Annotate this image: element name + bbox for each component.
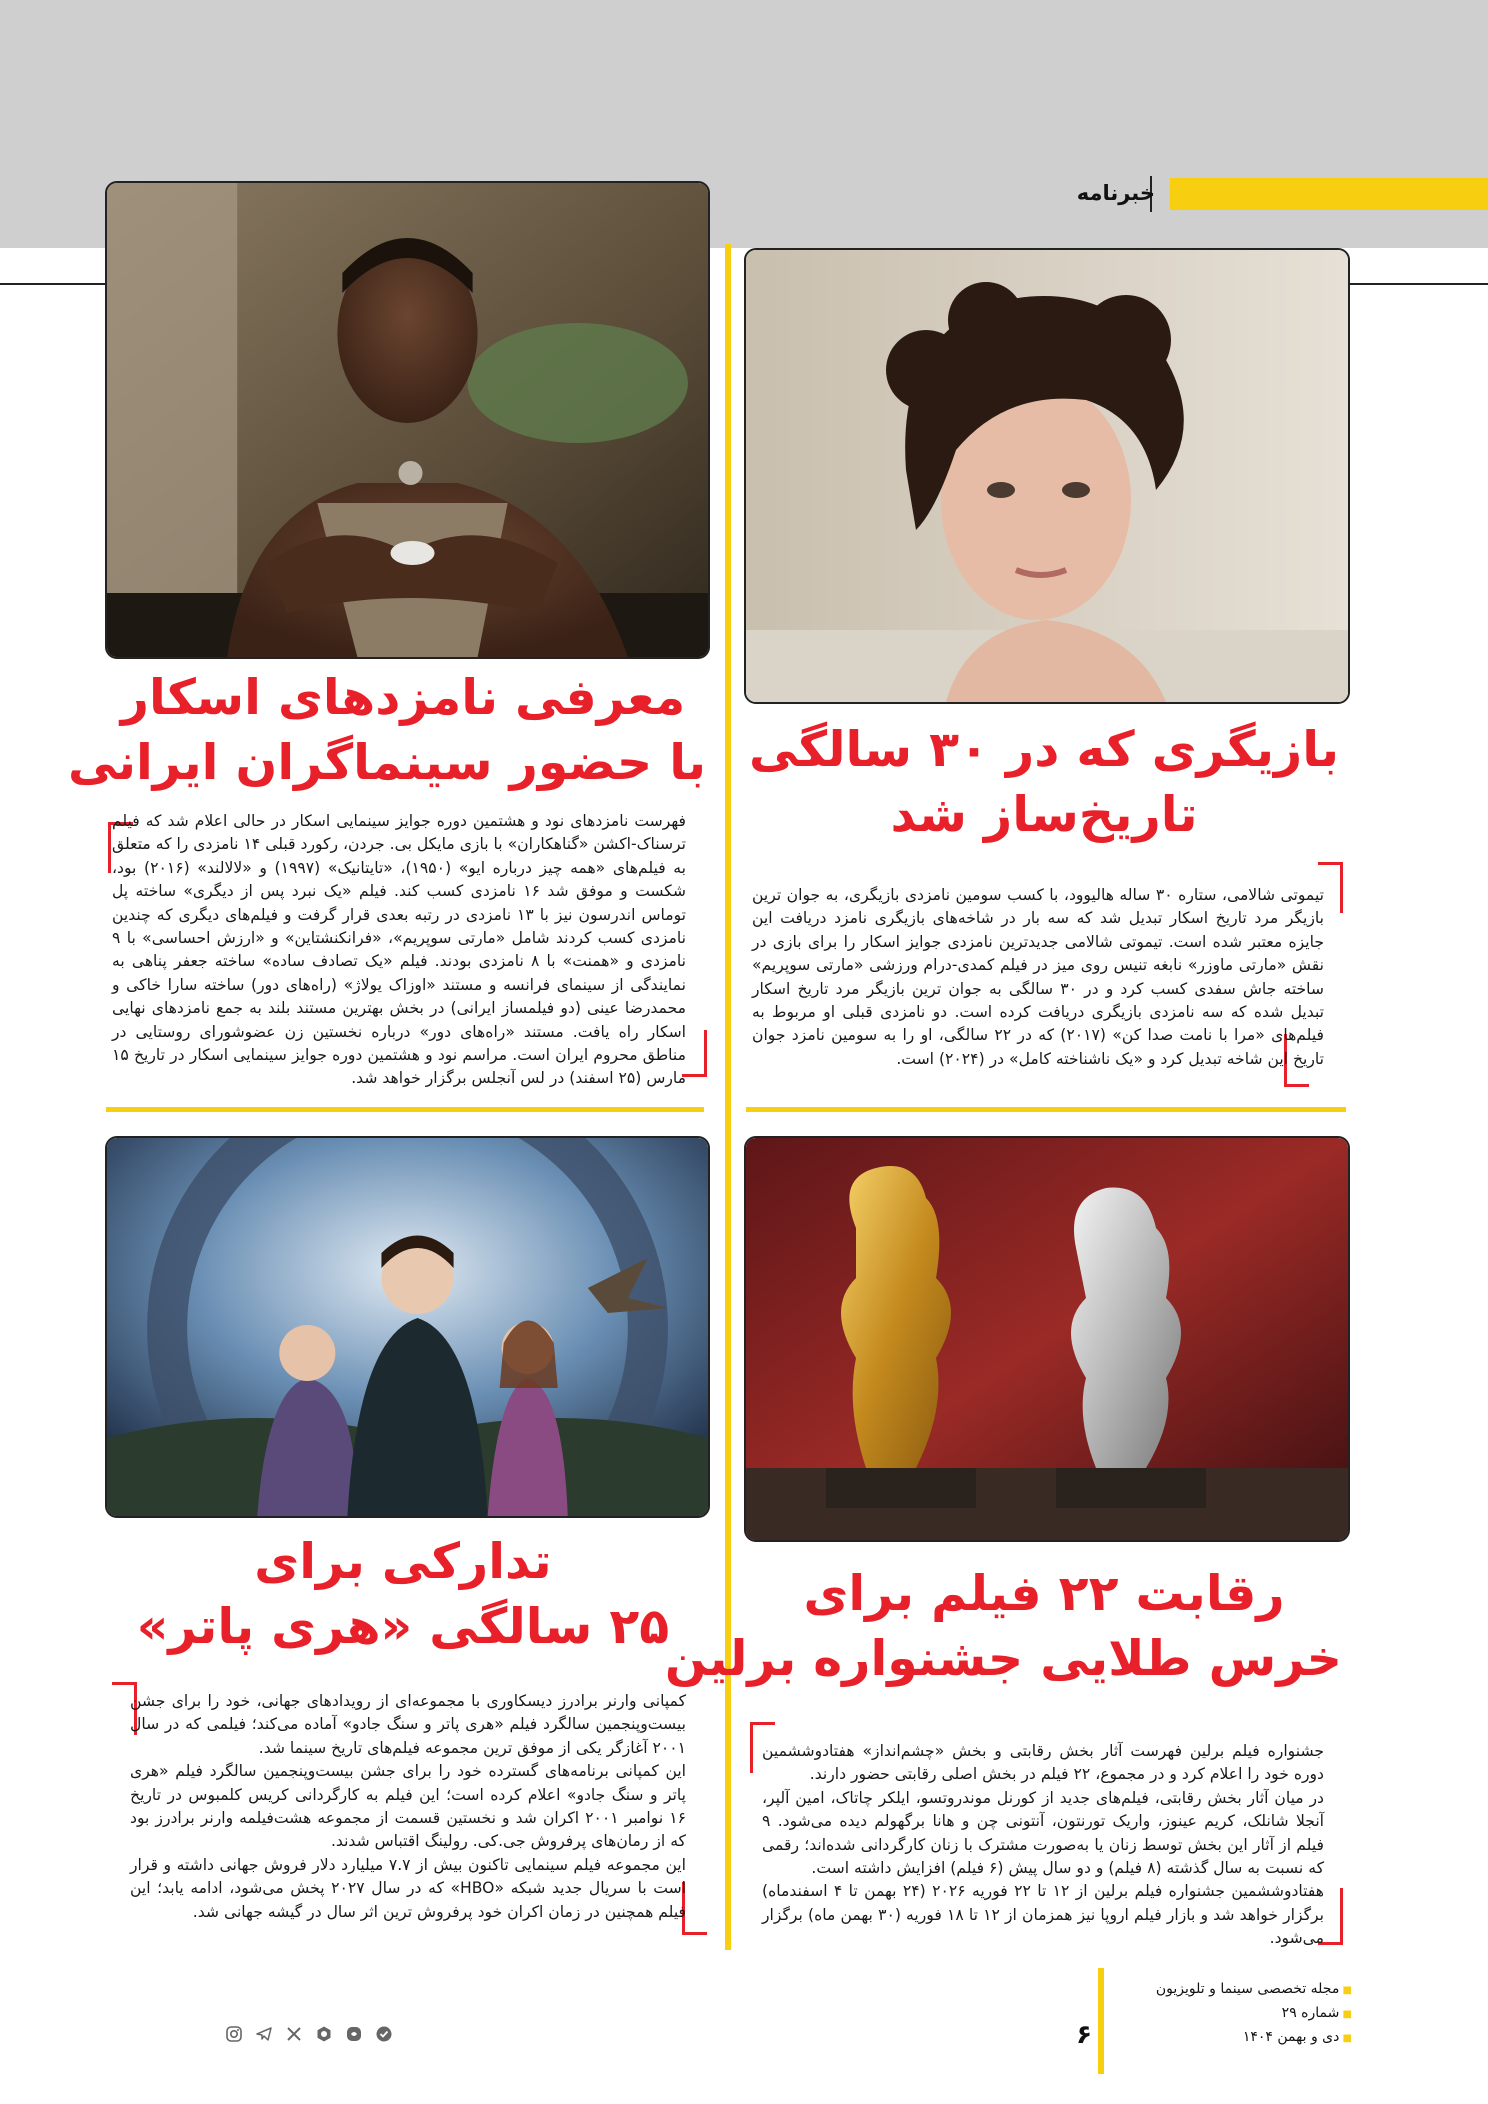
timothee-paragraph: تیموتی شالامی، ستاره ۳۰ ساله هالیوود، با کسب سومین نامزدی بازیگری، به جوان ترین بازیگر مرد تاریخ اسکار تبدیل شد که سه بار در شاخه‌های بازیگری نامزد دریافت این جایزه معتبر شده است. تیموتی شالامی جدیدترین نامزدی جوایز اسکار را برای بازی در نقش «مارتی ماوزر» نابغه تنیس روی میز در فیلم کمدی-درام ورزشی «مارتی سوپریم» ساخته جاش سفدی کسب کرد و در ۳۰ سالگی به جوان ترین بازیگر مرد تاریخ اسکار تبدیل شده که سه نامزدی بازیگری دریافت کرده است. دو نامزدی قبلی او مربوط به فیلم‌های «مرا با نامت صدا کن» (۲۰۱۷) که در ۲۲ سالگی، او را به سومین نامزد جوان تاریخ این شاخه تبدیل کرد و «یک ناشناخته کامل» در (۲۰۲۴) است. <box>752 886 1325 1068</box>
row-divider-right <box>746 1107 1346 1112</box>
oscar-body <box>112 810 686 1091</box>
oscar-headline-line-2: با حضور سینماگران ایرانی <box>68 733 706 791</box>
harry-potter-photo <box>105 1136 710 1518</box>
magazine-info <box>1108 1978 1352 2050</box>
timothee-headline-line-2: تاریخ‌ساز شد <box>890 785 1198 843</box>
berlinale-headline <box>664 1562 1342 1691</box>
berlinale-body <box>762 1740 1324 1951</box>
section-label: خبرنامه <box>1076 181 1155 205</box>
telegram-icon[interactable] <box>252 2022 276 2046</box>
page-number: ۶ <box>1076 2020 1092 2050</box>
harry-potter-headline-line-2: ۲۵ سالگی «هری پاتر» <box>136 1597 670 1655</box>
header-rule-right <box>1350 283 1488 285</box>
berlinale-paragraph-3: هفتادوششمین جشنواره فیلم برلین از ۱۲ تا ۲۲ فوریه ۲۰۲۶ (۲۴ بهمن تا ۴ اسفندماه) برگزار خواهد شد و بازار فیلم اروپا نیز همزمان از ۱۲ تا ۱۸ فوریه (۳۰ بهمن ماه) برگزار می‌شود. <box>762 1882 1324 1948</box>
oscar-headline <box>68 666 706 795</box>
berlinale-photo <box>744 1136 1350 1542</box>
social-icons <box>222 2022 396 2046</box>
harry-potter-paragraph-3: این مجموعه فیلم سینمایی تاکنون بیش از ۷.۷ میلیارد دلار فروش جهانی داشته و قرار است با سریال جدید شبکه «HBO» که در سال ۲۰۲۷ پخش می‌شود، ادامه یابد؛ این فیلم همچنین در زمان اکران خود پرفروش ترین اثر سال در گیشه جهانی شد. <box>130 1855 686 1921</box>
harry-potter-paragraph-2: این کمپانی برنامه‌های گسترده خود را برای جشن بیست‌وپنجمین سالگرد فیلم «هری پاتر و سنگ جادو» اعلام کرده است؛ این فیلم به کارگردانی کریس کلمبوس در تاریخ ۱۶ نوامبر ۲۰۰۱ اکران شد و نخستین قسمت از مجموعه هشت‌فیلمه وارنر برادرز بود که از رمان‌های پرفروش جی.کی. رولینگ اقتباس شدند. <box>130 1762 686 1851</box>
oscar-headline-line-1: معرفی نامزدهای اسکار <box>120 669 686 726</box>
harry-potter-body <box>130 1690 686 1924</box>
timothee-body <box>752 884 1324 1071</box>
hexagon-icon[interactable] <box>312 2022 336 2046</box>
page-number-bar <box>1098 1968 1104 2074</box>
issue-date: ■ دی و بهمن ۱۴۰۴ <box>1108 2026 1352 2050</box>
berlinale-paragraph-1: جشنواره فیلم برلین فهرست آثار بخش رقابتی و بخش «چشم‌انداز» هفتادوششمین دوره خود را اعلام کرد و در مجموع، ۲۲ فیلم در بخش اصلی رقابتی حضور دارند. <box>762 1742 1324 1784</box>
berlinale-paragraph-2: در میان آثار بخش رقابتی، فیلم‌های جدید از کورنل موندروتسو، ایلکر چاتاک، امین آلپر، آنجلا شانلک، کریم عینوز، واریک تورنتون، آنتونی چن و هانا برگهولم دیده می‌شود. ۹ فیلم از آثار این بخش توسط زنان یا به‌صورت مشترک با زنان کارگردانی شده‌اند؛ رقمی که نسبت به سال گذشته (۸ فیلم) و دو سال پیش (۶ فیلم) افزایش داشته است. <box>762 1788 1324 1878</box>
row-divider-left <box>106 1107 704 1112</box>
timothee-headline <box>746 718 1342 847</box>
column-divider <box>725 244 731 1950</box>
berlinale-headline-line-1: رقابت ۲۲ فیلم برای <box>803 1565 1285 1622</box>
header-rule-left <box>0 283 106 285</box>
harry-potter-headline <box>100 1530 706 1659</box>
harry-potter-paragraph-1: کمپانی وارنر برادرز دیسکاوری با مجموعه‌ای از رویدادهای جهانی، خود را برای جشن بیست‌وپنجمین سالگرد فیلم «هری پاتر و سنگ جادو» آماده می‌کند؛ فیلمی که در سال ۲۰۰۱ آغازگر یکی از موفق ترین مجموعه فیلم‌های تاریخ سینما شد. <box>130 1692 686 1757</box>
section-bar <box>1170 178 1488 210</box>
oscar-paragraph: فهرست نامزدهای نود و هشتمین دوره جوایز سینمایی اسکار در حالی اعلام شد که فیلم ترسناک-اکشن «گناهکاران» با بازی مایکل بی. جردن، رکورد قبلی ۱۴ نامزدی را که متعلق به فیلم‌های «همه چیز درباره ایو» (۱۹۵۰)، «تایتانیک» (۱۹۹۷) و «لالالند» (۲۰۱۶) بود، شکست و موفق شد ۱۶ نامزدی کسب کند. فیلم «یک نبرد پس از دیگری» ساخته پل توماس اندرسون نیز با ۱۳ نامزدی در رتبه بعدی قرار گرفت و فیلم‌های دیگری که چندین نامزدی کسب کردند شامل «مارتی سوپریم»، «فرانکنشتاین» و «ارزش احساسی» با ۹ نامزدی و «همنت» با ۸ نامزدی بودند. فیلم «یک تصادف ساده» ساخته جعفر پناهی به نمایندگی از سینمای فرانسه و مستند «اوزاک یولاژ» (راه‌های دور) ساخته سارا خاکی و محمدرضا عینی (دو فیلمساز ایرانی) در بخش بهترین مستند بلند به جمع نامزدهای نهایی اسکار راه یافت. مستند «راه‌های دور» درباره نخستین زن عضوشورای روستایی در مناطق محروم ایران است. مراسم نود و هشتمین دوره جوایز سینمایی اسکار در تاریخ ۱۵ مارس (۲۵ اسفند) در لس آنجلس برگزار خواهد شد. <box>112 812 687 1088</box>
oscar-photo <box>105 181 710 659</box>
bale-icon[interactable] <box>372 2022 396 2046</box>
harry-potter-headline-line-1: تدارکی برای <box>254 1533 552 1590</box>
berlinale-headline-line-2: خرس طلایی جشنواره برلین <box>664 1629 1342 1687</box>
eitaa-icon[interactable] <box>342 2022 366 2046</box>
timothee-photo <box>744 248 1350 704</box>
timothee-headline-line-1: بازیگری که در ۳۰ سالگی <box>749 721 1339 778</box>
issue-number: ■ شماره ۲۹ <box>1108 2002 1352 2026</box>
instagram-icon[interactable] <box>222 2022 246 2046</box>
x-icon[interactable] <box>282 2022 306 2046</box>
magazine-title: ■ مجله تخصصی سینما و تلویزیون <box>1108 1978 1352 2002</box>
